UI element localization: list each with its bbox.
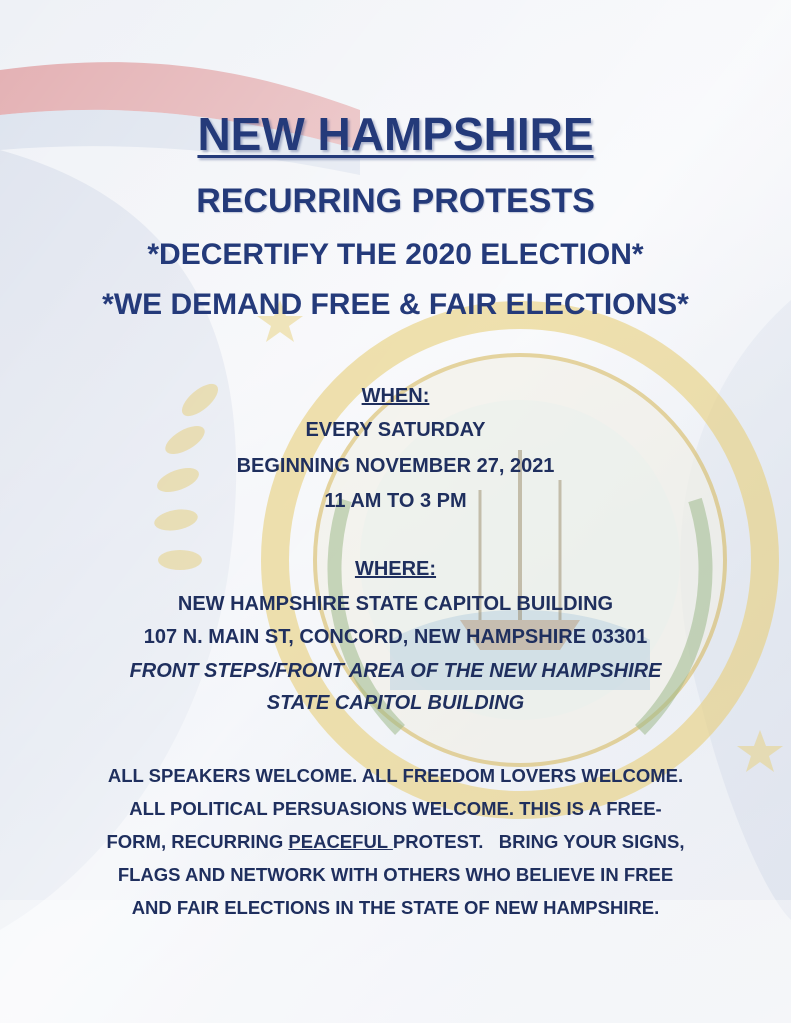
where-building: NEW HAMPSHIRE STATE CAPITOL BUILDING [177, 593, 614, 615]
where-address: 107 N. MAIN ST, CONCORD, NEW HAMPSHIRE 03301 [143, 626, 648, 648]
notice-peaceful: PEACEFUL [288, 831, 393, 852]
demand-decertify: *DECERTIFY THE 2020 ELECTION* [147, 238, 644, 271]
when-start-date: BEGINNING NOVEMBER 27, 2021 [236, 455, 555, 477]
where-area: FRONT STEPS/FRONT AREA OF THE NEW HAMPSHIRE [129, 660, 662, 682]
notice-line-5: AND FAIR ELECTIONS IN THE STATE OF NEW HAMPSHIRE. [131, 897, 660, 918]
demand-free-elections: *WE DEMAND FREE & FAIR ELECTIONS* [102, 288, 689, 321]
where-area-cont: STATE CAPITOL BUILDING [266, 692, 525, 714]
when-day: EVERY SATURDAY [305, 419, 486, 441]
notice-line-2: ALL POLITICAL PERSUASIONS WELCOME. THIS IS A FREE- [129, 798, 662, 819]
notice-line-3-post: PROTEST. BRING YOUR SIGNS, [392, 831, 685, 852]
when-heading: WHEN: [361, 385, 430, 407]
where-heading: WHERE: [354, 558, 437, 580]
when-time: 11 AM TO 3 PM [324, 490, 467, 512]
notice-line-4: FLAGS AND NETWORK WITH OTHERS WHO BELIEVE IN FREE [117, 864, 674, 885]
flyer-subtitle: RECURRING PROTESTS [196, 182, 595, 220]
notice-line-3-pre: FORM, RECURRING [106, 831, 289, 852]
flyer-title: NEW HAMPSHIRE [197, 108, 594, 160]
notice-line-3 [0, 828, 791, 856]
notice-line-1: ALL SPEAKERS WELCOME. ALL FREEDOM LOVERS WELCOME. [107, 765, 684, 786]
